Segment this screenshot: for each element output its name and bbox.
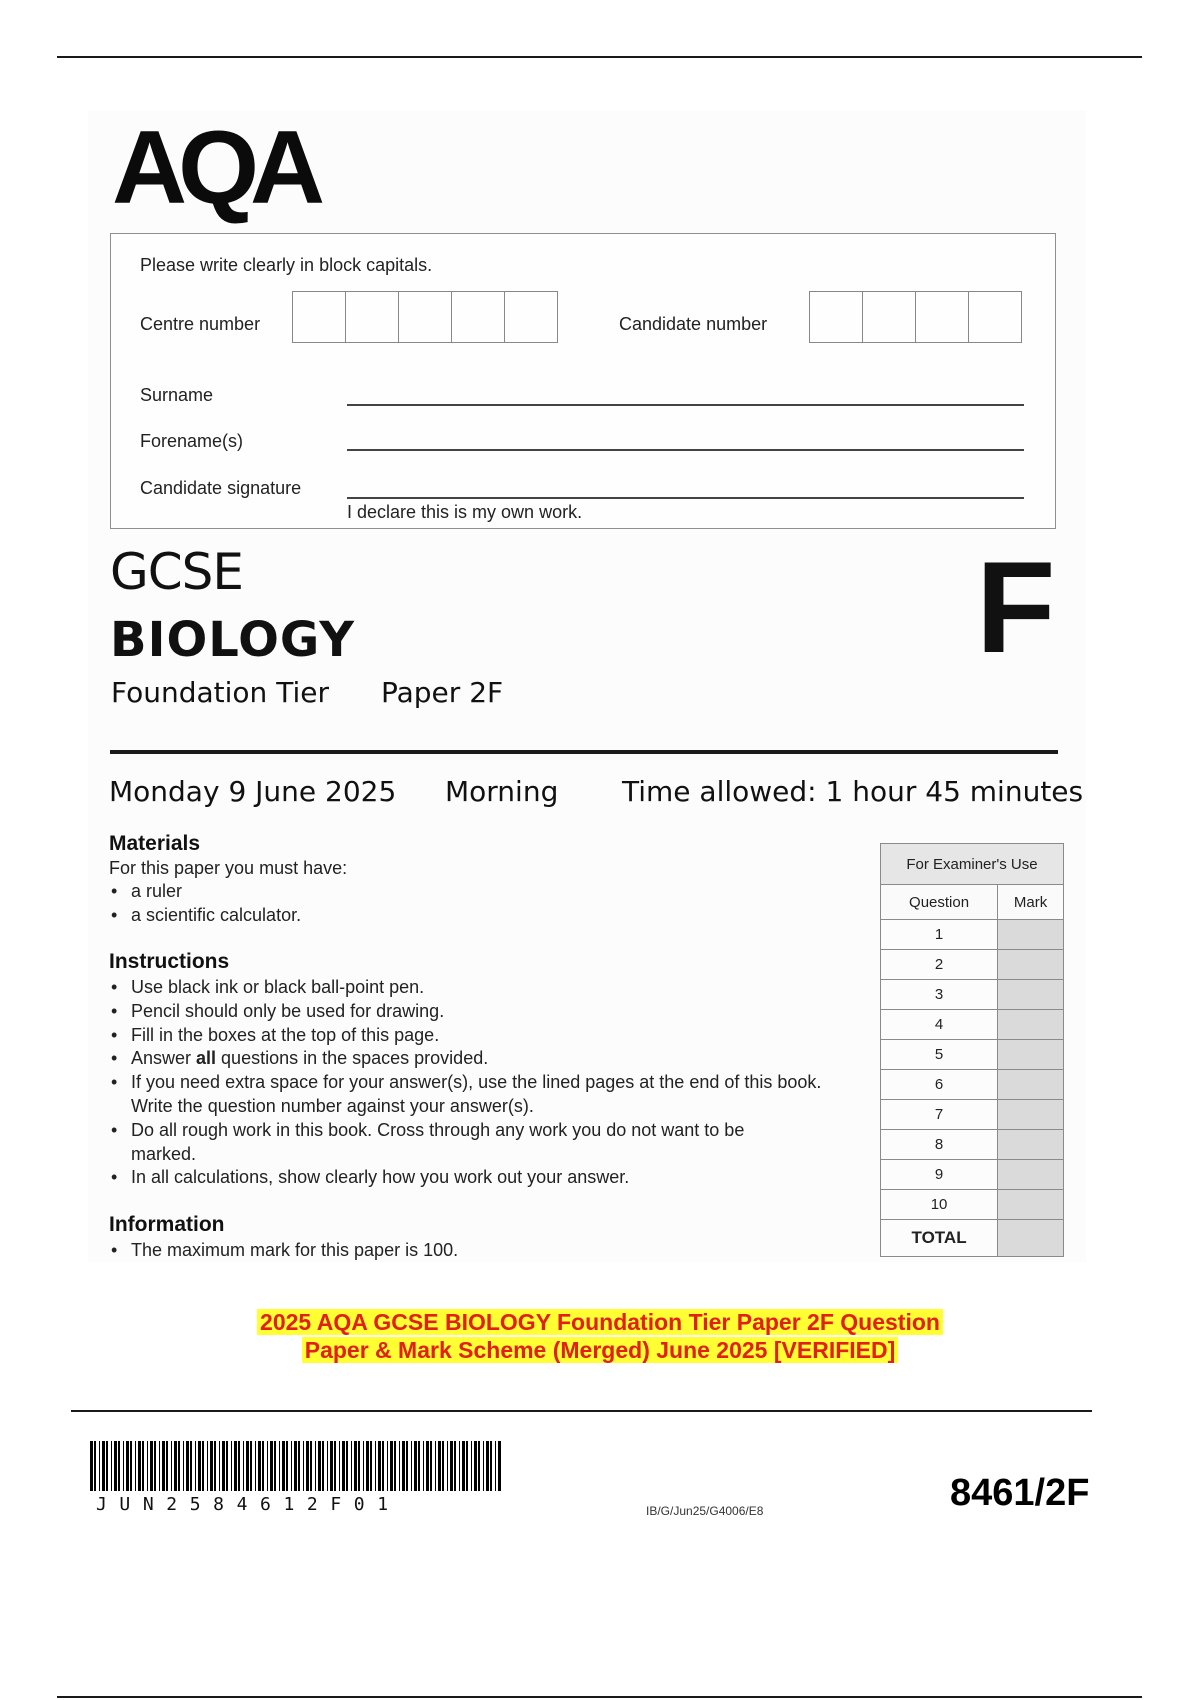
barcode-bar	[351, 1441, 352, 1491]
barcode-bar	[430, 1441, 432, 1491]
barcode-bar	[363, 1441, 364, 1491]
mark-cell[interactable]	[998, 920, 1064, 950]
materials-heading: Materials	[109, 832, 201, 855]
information-heading: Information	[109, 1213, 225, 1236]
title-divider	[110, 750, 1058, 754]
barcode-bar	[267, 1441, 268, 1491]
barcode-bar	[490, 1441, 492, 1491]
centre-number-cell[interactable]	[345, 292, 398, 342]
barcode-bar	[495, 1441, 496, 1491]
barcode-bar	[315, 1441, 316, 1491]
instructions-list	[109, 976, 835, 1190]
barcode-bar	[238, 1441, 240, 1491]
mark-cell[interactable]	[998, 1040, 1064, 1070]
barcode-bar	[171, 1441, 172, 1491]
barcode-bar	[330, 1441, 333, 1491]
document-reference: IB/G/Jun25/G4006/E8	[646, 1504, 764, 1518]
centre-number-label: Centre number	[140, 314, 261, 334]
barcode-bar	[474, 1441, 477, 1491]
barcode-bar	[378, 1441, 381, 1491]
barcode-bar	[258, 1441, 261, 1491]
barcode-bar	[147, 1441, 148, 1491]
mark-cell[interactable]	[998, 1100, 1064, 1130]
mark-cell[interactable]	[998, 950, 1064, 980]
barcode-bar	[198, 1441, 201, 1491]
candidate-number-cell[interactable]	[862, 292, 915, 342]
centre-number-cell[interactable]	[398, 292, 451, 342]
list-item: • Do all rough work in this book. Cross through any work you do not want to be marked.	[109, 1119, 751, 1167]
barcode-bar	[102, 1441, 105, 1491]
mark-cell[interactable]	[998, 1070, 1064, 1100]
barcode-bar	[483, 1441, 484, 1491]
barcode-bar	[447, 1441, 448, 1491]
list-item: • Answer all questions in the spaces provided.	[109, 1047, 835, 1071]
barcode-bar	[114, 1441, 117, 1491]
barcode-bar	[279, 1441, 280, 1491]
barcode-bar	[99, 1441, 100, 1491]
total-mark-cell[interactable]	[998, 1220, 1064, 1257]
forenames-label: Forename(s)	[140, 431, 244, 451]
candidate-number-boxes[interactable]	[809, 291, 1022, 343]
barcode-text: JUN2584612F01	[96, 1494, 401, 1515]
barcode-bar	[423, 1441, 424, 1491]
barcode-bar	[342, 1441, 345, 1491]
instructions-heading: Instructions	[109, 950, 230, 973]
footer-rule	[71, 1410, 1092, 1412]
barcode-bar	[138, 1441, 141, 1491]
question-number: 5	[881, 1040, 998, 1070]
barcode-bar	[262, 1441, 264, 1491]
candidate-number-cell[interactable]	[810, 292, 862, 342]
barcode-bar	[123, 1441, 124, 1491]
question-number: 7	[881, 1100, 998, 1130]
barcode-bar	[366, 1441, 369, 1491]
list-item: • Pencil should only be used for drawing.	[109, 1000, 835, 1024]
barcode-bar	[478, 1441, 480, 1491]
barcode-bar	[322, 1441, 324, 1491]
forenames-field[interactable]	[347, 449, 1024, 451]
examiner-use-table	[880, 843, 1064, 1257]
mark-cell[interactable]	[998, 980, 1064, 1010]
barcode-bar	[214, 1441, 216, 1491]
barcode-bar	[414, 1441, 417, 1491]
question-number: 8	[881, 1130, 998, 1160]
barcode-bar	[471, 1441, 472, 1491]
candidate-number-cell[interactable]	[915, 292, 968, 342]
question-number: 6	[881, 1070, 998, 1100]
aqa-logo: AQA	[112, 110, 317, 226]
list-item: • If you need extra space for your answer(s), use the lined pages at the end of this book. Write the question number against your answer(s).	[109, 1071, 835, 1119]
barcode-bar	[306, 1441, 309, 1491]
barcode-bar	[94, 1441, 96, 1491]
question-column-header: Question	[881, 885, 998, 920]
barcode-bar	[195, 1441, 196, 1491]
form-instruction: Please write clearly in block capitals.	[140, 255, 433, 275]
question-number: 1	[881, 920, 998, 950]
barcode-bar	[442, 1441, 444, 1491]
exam-date: Monday 9 June 2025	[109, 775, 397, 808]
barcode-bar	[486, 1441, 489, 1491]
barcode-bar	[394, 1441, 396, 1491]
signature-label: Candidate signature	[140, 478, 302, 498]
paper-label: Paper 2F	[381, 676, 504, 709]
barcode-bar	[183, 1441, 184, 1491]
signature-field[interactable]	[347, 497, 1024, 499]
centre-number-boxes[interactable]	[292, 291, 558, 343]
paper-code: 8461/2F	[950, 1472, 1090, 1514]
mark-column-header: Mark	[998, 885, 1064, 920]
barcode-bar	[243, 1441, 244, 1491]
barcode-bar	[438, 1441, 441, 1491]
banner-line-1: 2025 AQA GCSE BIOLOGY Foundation Tier Paper 2F Question	[257, 1309, 943, 1335]
top-rule	[57, 56, 1142, 58]
information-list	[109, 1239, 809, 1263]
question-number: 2	[881, 950, 998, 980]
tier-label: Foundation Tier	[111, 676, 329, 709]
materials-intro: For this paper you must have:	[109, 858, 348, 878]
centre-number-cell[interactable]	[504, 292, 557, 342]
mark-cell[interactable]	[998, 1010, 1064, 1040]
barcode-icon	[90, 1441, 504, 1491]
barcode-bar	[390, 1441, 393, 1491]
mark-cell[interactable]	[998, 1190, 1064, 1220]
barcode-bar	[162, 1441, 165, 1491]
barcode-bar	[402, 1441, 405, 1491]
barcode-bar	[459, 1441, 460, 1491]
barcode-bar	[318, 1441, 321, 1491]
barcode-bar	[399, 1441, 400, 1491]
question-number: 4	[881, 1010, 998, 1040]
barcode-bar	[454, 1441, 456, 1491]
barcode-bar	[466, 1441, 468, 1491]
barcode-bar	[246, 1441, 249, 1491]
barcode-bar	[418, 1441, 420, 1491]
barcode-bar	[207, 1441, 208, 1491]
bottom-rule	[57, 1696, 1142, 1698]
document-title-banner	[0, 1308, 1200, 1364]
barcode-bar	[255, 1441, 256, 1491]
barcode-bar	[334, 1441, 336, 1491]
barcode-bar	[286, 1441, 288, 1491]
barcode-bar	[462, 1441, 465, 1491]
question-number: 9	[881, 1160, 998, 1190]
barcode-bar	[226, 1441, 228, 1491]
barcode-bar	[219, 1441, 220, 1491]
barcode-bar	[234, 1441, 237, 1491]
list-item: • The maximum mark for this paper is 100.	[109, 1239, 809, 1263]
barcode-bar	[294, 1441, 297, 1491]
barcode-bar	[111, 1441, 112, 1491]
barcode-bar	[166, 1441, 168, 1491]
barcode-bar	[303, 1441, 304, 1491]
barcode-bar	[135, 1441, 136, 1491]
barcode-bar	[90, 1441, 93, 1491]
examiner-table-title: For Examiner's Use	[881, 844, 1064, 885]
barcode-bar	[159, 1441, 160, 1491]
list-item: • a scientific calculator.	[109, 904, 809, 928]
subject-title: BIOLOGY	[110, 612, 356, 668]
qualification-title: GCSE	[110, 543, 243, 601]
barcode-bar	[375, 1441, 376, 1491]
barcode-bar	[274, 1441, 276, 1491]
barcode-bar	[210, 1441, 213, 1491]
question-number: 3	[881, 980, 998, 1010]
declaration-text: I declare this is my own work.	[347, 502, 583, 522]
barcode-bar	[282, 1441, 285, 1491]
barcode-bar	[358, 1441, 360, 1491]
barcode-bar	[435, 1441, 436, 1491]
banner-line-2: Paper & Mark Scheme (Merged) June 2025 [VERIFIED]	[302, 1337, 899, 1363]
candidate-number-label: Candidate number	[619, 314, 768, 334]
barcode-bar	[174, 1441, 177, 1491]
barcode-bar	[411, 1441, 412, 1491]
barcode-bar	[354, 1441, 357, 1491]
barcode-bar	[327, 1441, 328, 1491]
barcode-bar	[298, 1441, 300, 1491]
barcode-bar	[118, 1441, 120, 1491]
barcode-bar	[142, 1441, 144, 1491]
tier-letter: F	[976, 534, 1056, 680]
barcode-bar	[270, 1441, 273, 1491]
barcode-bar	[178, 1441, 180, 1491]
barcode-bar	[370, 1441, 372, 1491]
total-label: TOTAL	[881, 1220, 998, 1257]
list-item: • Use black ink or black ball-point pen.	[109, 976, 835, 1000]
surname-label: Surname	[140, 385, 214, 405]
centre-number-cell[interactable]	[451, 292, 504, 342]
time-allowed: Time allowed: 1 hour 45 minutes	[622, 775, 1084, 808]
centre-number-cell[interactable]	[293, 292, 345, 342]
barcode-bar	[339, 1441, 340, 1491]
barcode-bar	[250, 1441, 252, 1491]
barcode-bar	[186, 1441, 189, 1491]
barcode-bar	[346, 1441, 348, 1491]
list-item: • In all calculations, show clearly how you work out your answer.	[109, 1166, 835, 1190]
barcode-bar	[450, 1441, 453, 1491]
barcode-bar	[106, 1441, 108, 1491]
barcode-bar	[222, 1441, 225, 1491]
list-item: • a ruler	[109, 880, 809, 904]
barcode-bar	[310, 1441, 312, 1491]
barcode-bar	[154, 1441, 156, 1491]
barcode-bar	[426, 1441, 429, 1491]
question-number: 10	[881, 1190, 998, 1220]
exam-session: Morning	[445, 775, 559, 808]
list-item: • Fill in the boxes at the top of this page.	[109, 1024, 835, 1048]
barcode-bar	[498, 1441, 501, 1491]
barcode-bar	[382, 1441, 384, 1491]
surname-field[interactable]	[347, 404, 1024, 406]
barcode-bar	[231, 1441, 232, 1491]
mark-cell[interactable]	[998, 1160, 1064, 1190]
mark-cell[interactable]	[998, 1130, 1064, 1160]
barcode-bar	[387, 1441, 388, 1491]
barcode-bar	[130, 1441, 132, 1491]
barcode-bar	[202, 1441, 204, 1491]
barcode-bar	[190, 1441, 192, 1491]
materials-list	[109, 880, 809, 928]
barcode-bar	[126, 1441, 129, 1491]
barcode-bar	[291, 1441, 292, 1491]
candidate-number-cell[interactable]	[968, 292, 1021, 342]
barcode-bar	[150, 1441, 153, 1491]
barcode-bar	[406, 1441, 408, 1491]
